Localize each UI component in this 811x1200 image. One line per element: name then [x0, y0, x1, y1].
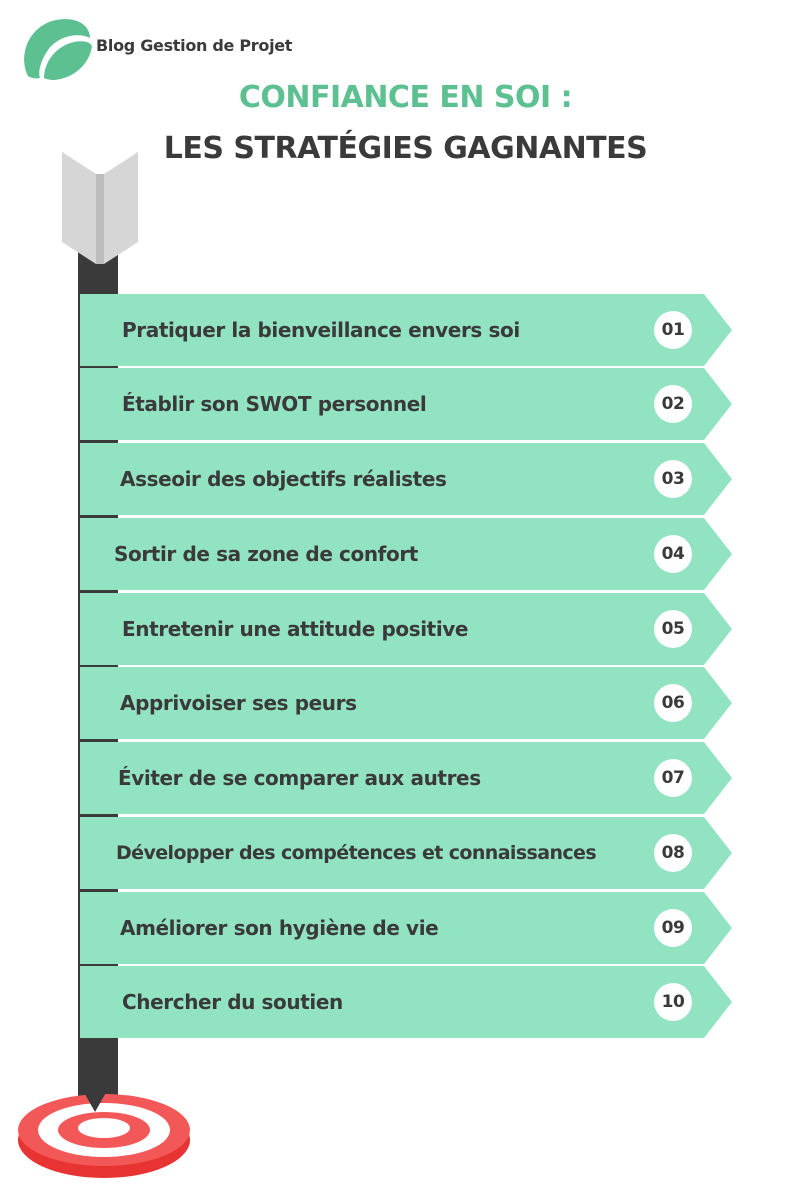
list-item — [80, 892, 732, 964]
strategy-number-badge: 02 — [654, 385, 692, 423]
strategy-number-badge: 01 — [654, 311, 692, 349]
arrow-fletching-icon — [60, 150, 140, 265]
strategy-number-badge: 06 — [654, 684, 692, 722]
strategy-label: Développer des compétences et connaissances — [116, 842, 597, 864]
strategy-number-badge: 04 — [654, 535, 692, 573]
strategy-number-badge: 08 — [654, 834, 692, 872]
page-title-line-2: LES STRATÉGIES GAGNANTES — [163, 131, 648, 166]
strategy-label: Entretenir une attitude positive — [122, 617, 469, 641]
strategy-label: Asseoir des objectifs réalistes — [120, 467, 447, 491]
list-item — [80, 518, 732, 590]
list-item — [80, 294, 732, 366]
leaf-logo-icon — [18, 16, 92, 82]
list-item — [80, 443, 732, 515]
strategy-label: Sortir de sa zone de confort — [114, 542, 418, 566]
strategy-number-badge: 03 — [654, 460, 692, 498]
strategy-number-badge: 07 — [654, 759, 692, 797]
list-item — [80, 817, 732, 889]
strategy-label: Établir son SWOT personnel — [122, 392, 427, 416]
brand-name: Blog Gestion de Projet — [96, 36, 293, 55]
strategy-label: Éviter de se comparer aux autres — [118, 766, 481, 790]
target-icon — [16, 1080, 192, 1180]
list-item — [80, 966, 732, 1038]
strategy-number-badge: 09 — [654, 909, 692, 947]
list-item — [80, 667, 732, 739]
strategy-label: Pratiquer la bienveillance envers soi — [122, 318, 520, 342]
list-item — [80, 368, 732, 440]
page-title-line-1: CONFIANCE EN SOI : — [238, 80, 573, 115]
strategy-number-badge: 10 — [654, 983, 692, 1021]
strategy-number-badge: 05 — [654, 610, 692, 648]
list-item — [80, 593, 732, 665]
strategy-label: Améliorer son hygiène de vie — [120, 916, 439, 940]
strategy-label: Apprivoiser ses peurs — [120, 691, 357, 715]
strategy-label: Chercher du soutien — [122, 990, 343, 1014]
list-item — [80, 742, 732, 814]
